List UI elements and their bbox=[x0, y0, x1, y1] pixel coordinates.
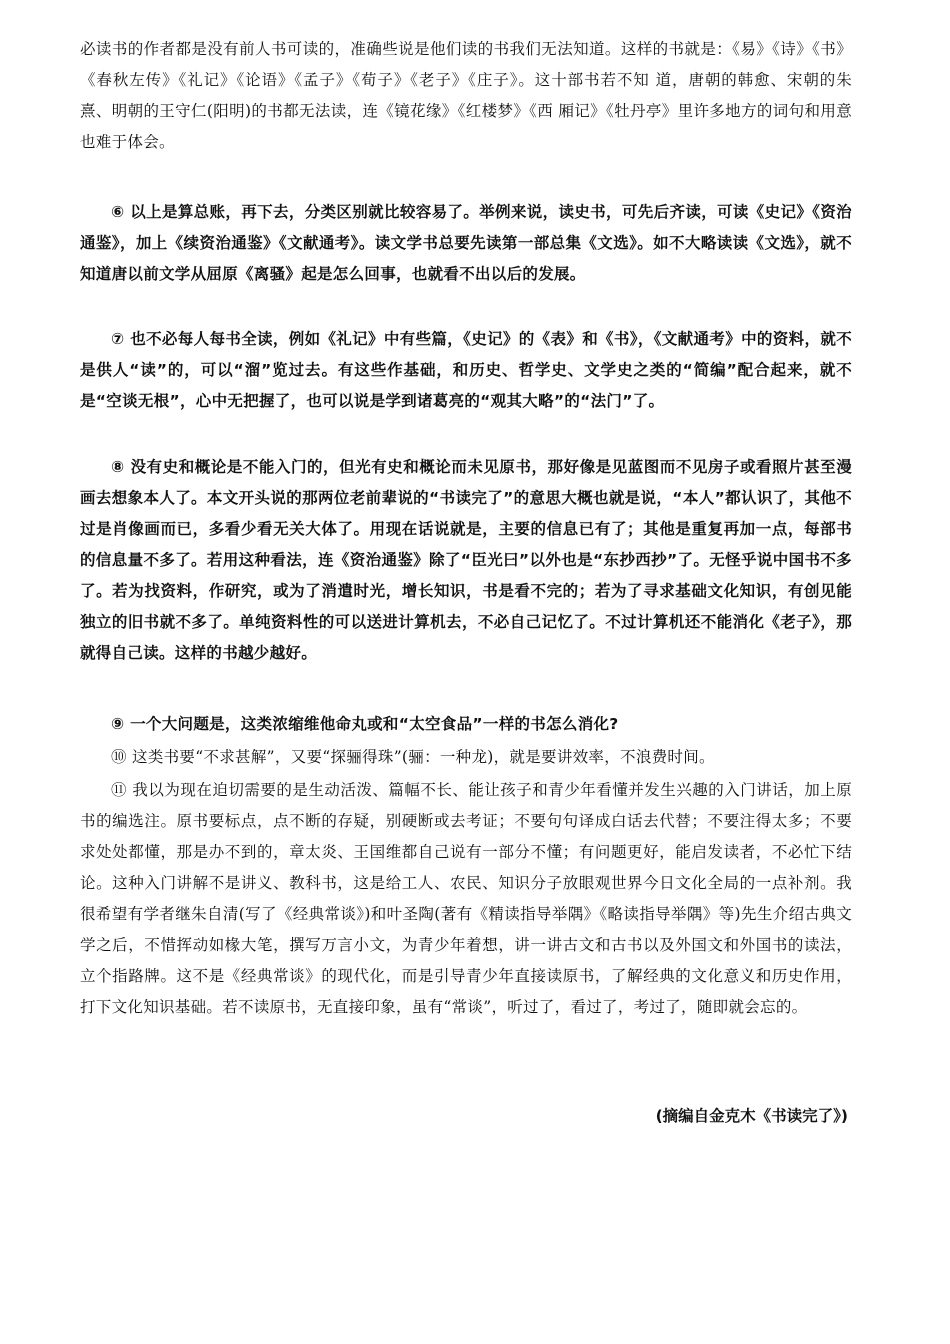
paragraph-9: ⑨ 一个大问题是，这类浓缩维他命丸或和“太空食品”一样的书怎么消化? bbox=[111, 715, 619, 733]
paragraph-7: ⑦ 也不必每人每书全读，例如《礼记》中有些篇，《史记》的《表》和《书》，《文献通考》中的资料，就不是供人“读”的，可以“溜”览过去。有这些作基础，和历史、哲学史、文学史之类的“简编”配合起来，就不是“空谈无根”，心中无把握了，也可以说是学到诸葛亮的“观其大略”的“法门”了。 bbox=[80, 330, 852, 410]
paragraph-8: ⑧ 没有史和概论是不能入门的，但光有史和概论而未见原书，那好像是见蓝图而不见房子或看照片甚至漫画去想象本人了。本文开头说的那两位老前辈说的“书读完了”的意思大概也就是说，“本人”都认识了，其他不过是肖像画而已，多看少看无关大体了。用现在话说就是，主要的信息已有了；其他是重复再加一点，每部书的信息量不多了。若用这种看法，连《资治通鉴》除了“臣光曰”以外也是“东抄西抄”了。无怪乎说中国书不多了。若为找资料，作研究，或为了消遣时光，增长知识，书是看不完的；若为了寻求基础文化知识，有创见能独立的旧书就不多了。单纯资料性的可以送进计算机去，不必自己记忆了。不过计算机还不能消化《老子》，那就得自己读。这样的书越少越好。 bbox=[80, 458, 852, 662]
paragraph-5-tail: 必读书的作者都是没有前人书可读的，准确些说是他们读的书我们无法知道。这样的书就是：《易》《诗》《书》《春秋左传》《礼记》《论语》《孟子》《荀子》《老子》《庄子》。这十部书若不知 道，唐朝的韩愈、宋朝的朱熹、明朝的王守仁(阳明)的书都无法读，连《镜花缘》《红楼梦》《西 厢记》《牡丹亭》里许多地方的词句和用意也难于体会。 bbox=[80, 40, 852, 151]
source-citation: (摘编自金克木《书读完了》) bbox=[655, 1107, 848, 1125]
paragraph-6: ⑥ 以上是算总账，再下去，分类区别就比较容易了。举例来说，读史书，可先后齐读，可读《史记》《资治通鉴》，加上《续资治通鉴》《文献通考》。读文学书总要先读第一部总集《文选》。如不大略读读《文选》，就不知道唐以前文学从屈原《离骚》起是怎么回事，也就看不出以后的发展。 bbox=[80, 203, 852, 283]
paragraph-11: ⑪ 我以为现在迫切需要的是生动活泼、篇幅不长、能让孩子和青少年看懂并发生兴趣的入门讲话，加上原书的编选注。原书要标点，点不断的存疑，别硬断或去考证；不要句句译成白话去代替；不要注得太多；不要求处处都懂，那是办不到的，章太炎、王国维都自己说有一部分不懂；有问题更好，能启发读者，不必忙下结论。这种入门讲解不是讲义、教科书，这是给工人、农民、知识分子放眼观世界今日文化全局的一点补剂。我很希望有学者继朱自清(写了《经典常谈》)和叶圣陶(著有《精读指导举隅》《略读指导举隅》等)先生介绍古典文学之后，不惜挥动如椽大笔，撰写万言小文，为青少年着想，讲一讲古文和古书以及外国文和外国书的读法，立个指路牌。这不是《经典常谈》的现代化，而是引导青少年直接读原书，了解经典的文化意义和历史作用，打下文化知识基础。若不读原书，无直接印象，虽有“常谈”，听过了，看过了，考过了，随即就会忘的。 bbox=[80, 781, 852, 1016]
paragraph-10: ⑩ 这类书要“不求甚解”，又要“探骊得珠”(骊：一种龙)，就是要讲效率，不浪费时间。 bbox=[111, 748, 715, 766]
